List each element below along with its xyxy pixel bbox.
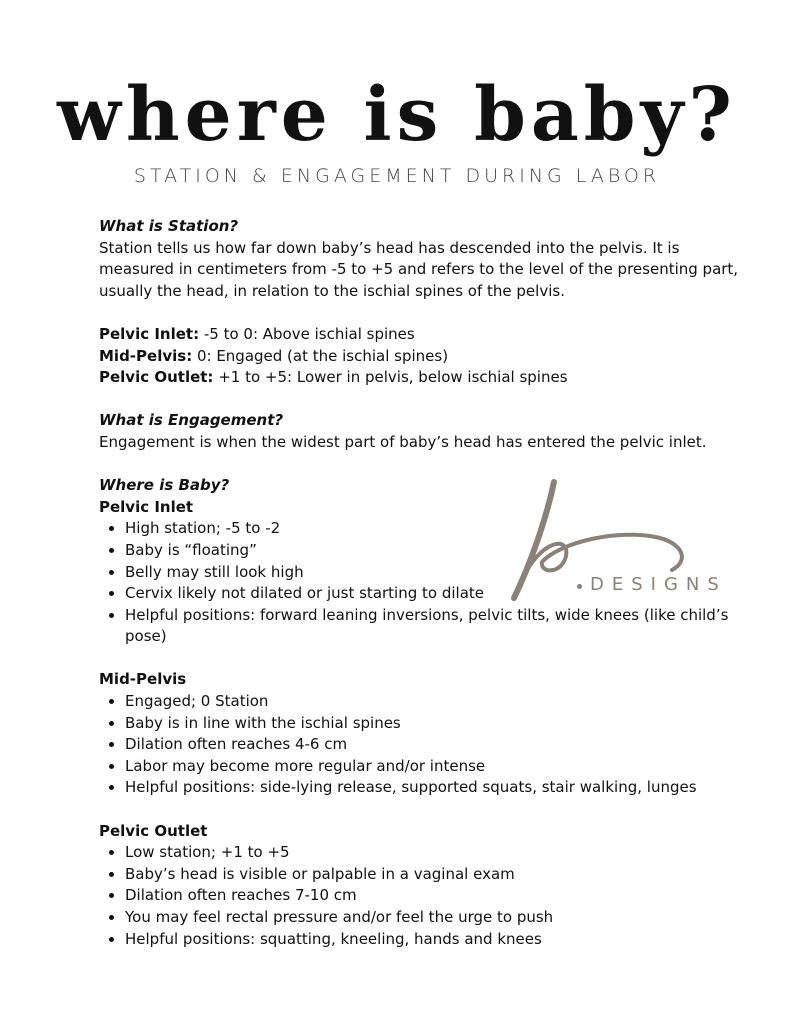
- level-text: -5 to 0: Above ischial spines: [199, 324, 415, 343]
- level-pelvic-inlet: [99, 324, 739, 346]
- section-title-pelvic-outlet: Pelvic Outlet: [99, 821, 208, 840]
- station-heading: What is Station?: [99, 217, 239, 235]
- list-item: • Belly may still look high: [125, 562, 739, 584]
- list-item: • Labor may become more regular and/or intense: [125, 756, 739, 778]
- list-item: • Helpful positions: squatting, kneeling, hands and knees: [125, 929, 739, 951]
- engagement-heading: What is Engagement?: [99, 411, 284, 430]
- section-title-mid-pelvis: Mid-Pelvis: [99, 670, 187, 689]
- level-text: +1 to +5: Lower in pelvis, below ischial spines: [213, 368, 568, 387]
- list-item: • Low station; +1 to +5: [125, 842, 739, 864]
- list-item: • You may feel rectal pressure and/or feel the urge to push: [125, 907, 739, 929]
- engagement-body: Engagement is when the widest part of baby’s head has entered the pelvic inlet.: [99, 432, 707, 451]
- level-label: Pelvic Outlet:: [99, 368, 214, 387]
- page-subtitle: STATION & ENGAGEMENT DURING LABOR: [133, 165, 661, 187]
- level-text: 0: Engaged (at the ischial spines): [192, 346, 449, 365]
- level-pelvic-outlet: [99, 367, 739, 389]
- list-item: • High station; -5 to -2: [125, 518, 739, 540]
- list-item: • Baby is in line with the ischial spines: [125, 713, 739, 735]
- where-is-baby-heading: Where is Baby?: [99, 476, 230, 495]
- list-item: • Baby’s head is visible or palpable in a vaginal exam: [125, 864, 739, 886]
- station-body: Station tells us how far down baby’s head has descended into the pelvis. It is measured in centimeters from -5 to +5 and refers to the level of the presenting part, usually the head, in relation to the ischial spines of the pelvis.: [99, 238, 739, 300]
- list-item: • Engaged; 0 Station: [125, 691, 739, 713]
- pelvic-outlet-list: [99, 842, 739, 950]
- logo-dot: [577, 584, 582, 589]
- level-mid-pelvis: [99, 346, 739, 368]
- list-item: • Helpful positions: forward leaning inversions, pelvic tilts, wide knees (like child’s pose): [125, 605, 739, 648]
- section-title-pelvic-inlet: Pelvic Inlet: [99, 497, 194, 516]
- level-label: Pelvic Inlet:: [99, 324, 200, 343]
- mid-pelvis-list: [99, 691, 739, 799]
- level-label: Mid-Pelvis:: [99, 346, 193, 365]
- list-item: • Baby is “floating”: [125, 540, 739, 562]
- logo-text: DESIGNS: [590, 574, 727, 595]
- list-item: • Cervix likely not dilated or just starting to dilate: [125, 583, 739, 605]
- list-item: • Dilation often reaches 7-10 cm: [125, 885, 739, 907]
- list-item: • Helpful positions: side-lying release, supported squats, stair walking, lunges: [125, 777, 739, 799]
- list-item: • Dilation often reaches 4-6 cm: [125, 734, 739, 756]
- page-title: where is baby?: [57, 72, 737, 158]
